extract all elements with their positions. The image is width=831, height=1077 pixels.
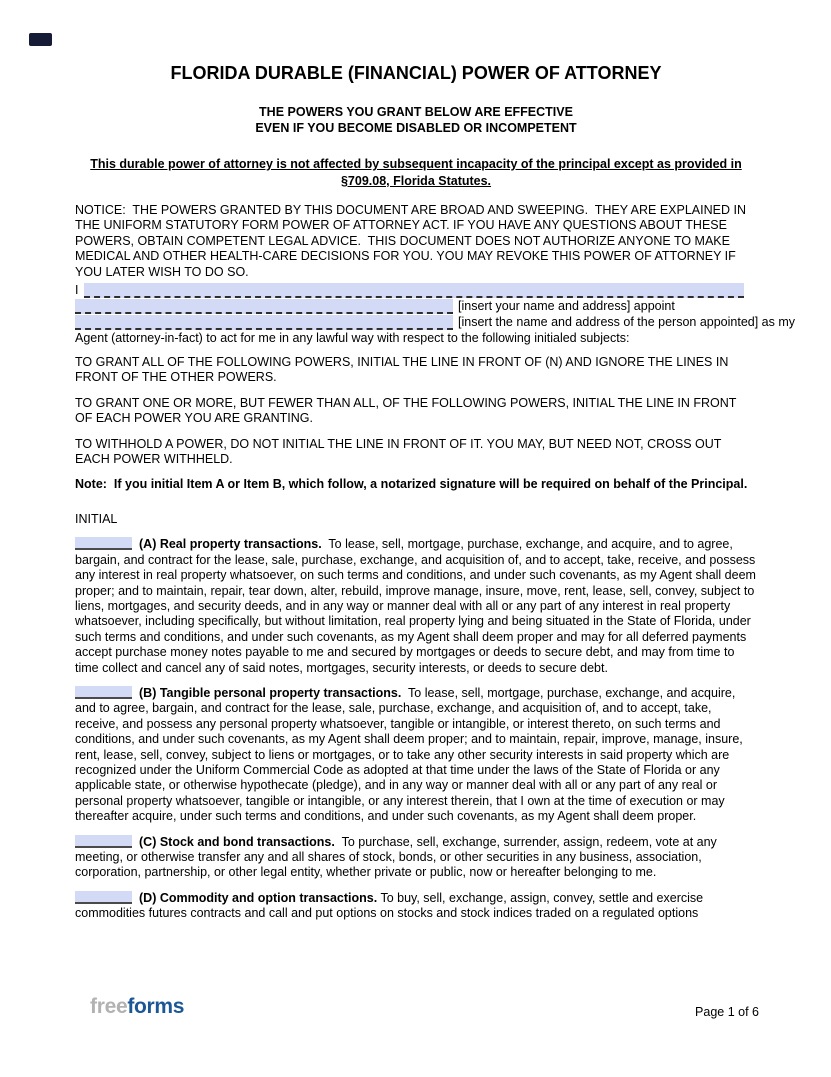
power-a-heading: (A) Real property transactions.: [139, 537, 322, 552]
insert-agent-label: [insert the name and address of the person appointed] as my: [458, 314, 796, 329]
power-b-heading: (B) Tangible personal property transactions.: [139, 685, 402, 700]
statute-heading: This durable power of attorney is not affected by subsequent incapacity of the principal except as provided in §709.08, Florida Statutes.: [90, 157, 742, 188]
power-item-b: [75, 686, 757, 825]
agent-name-field[interactable]: [75, 315, 453, 330]
power-item-a: [75, 537, 760, 676]
initial-label: INITIAL: [75, 511, 118, 526]
instruction-grant-all: TO GRANT ALL OF THE FOLLOWING POWERS, INITIAL THE LINE IN FRONT OF (N) AND IGNORE THE LINES IN FRONT OF THE OTHER POWERS.: [75, 355, 729, 385]
appointment-block: [75, 282, 796, 346]
instruction-grant-some: TO GRANT ONE OR MORE, BUT FEWER THAN ALL, OF THE FOLLOWING POWERS, INITIAL THE LINE IN FRONT OF EACH POWER YOU ARE GRANTING.: [75, 395, 737, 426]
power-item-c: [75, 835, 757, 881]
principal-name-field[interactable]: [84, 283, 744, 298]
notice-paragraph: NOTICE: THE POWERS GRANTED BY THIS DOCUMENT ARE BROAD AND SWEEPING. THEY ARE EXPLAINED IN THE UNIFORM STATUTORY FORM POWER OF ATTORNEY ACT. IF YOU HAVE ANY QUESTIONS ABOUT THESE POWERS, OBTAIN COMPETENT LEGAL ADVICE. THIS DOCUMENT DOES NOT AUTHORIZE ANYONE TO MAKE MEDICAL AND OTHER HEALTH-CARE DECISIONS FOR YOU. YOU MAY REVOKE THIS POWER OF ATTORNEY IF YOU LATER WISH TO DO SO.: [75, 203, 750, 279]
corner-mark: [29, 33, 52, 46]
power-d-body: To buy, sell, exchange, assign, convey, settle and exercise commodities futures contracts and call and put options on stocks and stock indices traded on a regulated options: [75, 890, 707, 921]
subtitle-block: [75, 105, 757, 136]
principal-prefix: I: [75, 282, 79, 297]
power-a-initial-field[interactable]: [75, 537, 132, 550]
appointment-line-4: [75, 330, 757, 346]
appointment-line-3: [75, 314, 796, 330]
power-item-d: [75, 891, 757, 922]
appointment-line-2: [75, 298, 757, 314]
freeforms-logo: [90, 995, 184, 1019]
logo-forms-text: forms: [127, 995, 185, 1018]
power-c-body: To purchase, sell, exchange, surrender, assign, redeem, vote at any meeting, or otherwise transfer any and all shares of stock, bonds, or other securities in any business, association, corporation, partnership, or other legal entity, whether private or public, now or hereafter belonging to me.: [75, 834, 721, 880]
instruction-withhold: TO WITHHOLD A POWER, DO NOT INITIAL THE LINE IN FRONT OF IT. YOU MAY, BUT NEED NOT, CROSS OUT EACH POWER WITHHELD.: [75, 436, 722, 467]
power-a-body: To lease, sell, mortgage, purchase, exchange, and acquire, and to agree, bargain, and contract for the lease, sale, purchase, exchange, and acquisition of, and to accept, take, receive, and possess any interest in real property whatsoever, on such terms and conditions, and under such covenants, as my Agent shall deem proper; and to maintain, repair, tear down, alter, rebuild, improve manage, insure, move, rent, lease, sell, convey, subject to liens, mortgages, and security deeds, and in any way or manner deal with all or any part of any interest in real property whatsoever, including specifically, but without limitation, real property lying and being situated in the State of Florida, under such terms and conditions, and under such covenants, as my Agent shall deem proper and may for all deferred payments accept purchase money notes payable to me and secured by mortgages or deeds to secure debt, and may from time to time collect and cancel any of said notes, mortgages, security interests, or deeds to secure debt.: [75, 537, 760, 675]
power-d-initial-field[interactable]: [75, 891, 132, 904]
agent-clause: Agent (attorney-in-fact) to act for me in any lawful way with respect to the following initialed subjects:: [75, 330, 630, 345]
appointment-line-1: [75, 282, 757, 298]
document-content: [75, 0, 796, 922]
insert-name-label: [insert your name and address] appoint: [458, 298, 675, 313]
page-number: Page 1 of 6: [695, 1005, 759, 1019]
notarization-note: Note: If you initial Item A or Item B, which follow, a notarized signature will be required on behalf of the Principal.: [75, 477, 748, 492]
power-b-body: To lease, sell, mortgage, purchase, exchange, and acquire, and to agree, bargain, and contract for the lease, sale, purchase, exchange, and acquisition of, and to accept, take, receive, and possess any personal property whatsoever, tangible or intangible, or interest thereto, on such terms and conditions, and under such covenants, as my Agent shall deem proper; and to maintain, repair, improve, manage, insure, rent, lease, sell, convey, subject to liens or mortgages, or to take any other security interests in said property which are recognized under the Uniform Commercial Code as adopted at that time under the laws of the State of Florida or any applicable state, or otherwise hypothecate (pledge), and in any way or manner deal with all or any part of any real or personal property whatsoever, tangible or intangible, or any interest therein, that I own at the time of execution or may thereafter acquire, under such terms and conditions, and under such covenants, as my Agent shall deem proper.: [75, 685, 747, 824]
power-c-initial-field[interactable]: [75, 835, 132, 848]
page-title: FLORIDA DURABLE (FINANCIAL) POWER OF ATTORNEY: [170, 63, 662, 83]
logo-free-text: free: [90, 995, 128, 1018]
power-b-initial-field[interactable]: [75, 686, 132, 699]
subtitle-line-1: THE POWERS YOU GRANT BELOW ARE EFFECTIVE: [259, 105, 573, 119]
power-d-heading: (D) Commodity and option transactions.: [139, 890, 378, 905]
principal-address-field[interactable]: [75, 299, 453, 314]
subtitle-line-2: EVEN IF YOU BECOME DISABLED OR INCOMPETENT: [255, 120, 577, 135]
power-c-heading: (C) Stock and bond transactions.: [139, 834, 335, 849]
